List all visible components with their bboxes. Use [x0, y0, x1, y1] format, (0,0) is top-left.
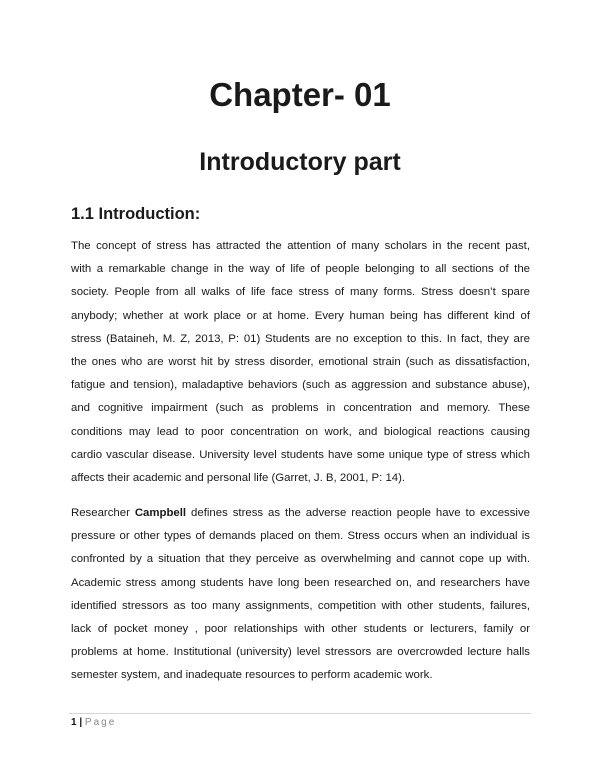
- section-heading: 1.1 Introduction:: [71, 205, 201, 223]
- text-line: [71, 502, 530, 525]
- text-line: affects their academic and personal life (Garret, J. B, 2001, P: 14).: [71, 471, 406, 484]
- footer-divider: [69, 713, 531, 714]
- text-line: stress (Bataineh, M. Z, 2013, P: 01) Students are no exception to this. In fact, they are: [71, 332, 530, 345]
- text-line: and cognitive impairment (such as problems in concentration and memory. These: [71, 402, 530, 415]
- text-line: anybody; whether at work place or at home. Every human being has different kind of: [71, 309, 530, 322]
- chapter-subtitle: Introductory part: [199, 148, 401, 176]
- paragraph-introduction: [71, 235, 530, 490]
- text-line: Academic stress among students have long been researched on, and researchers have: [71, 576, 530, 589]
- text-line: society. People from all walks of life face stress of many forms. Stress doesn’t spare: [71, 286, 530, 299]
- text-line: The concept of stress has attracted the attention of many scholars in the recent past,: [71, 240, 530, 252]
- text-line: confronted by a situation that they perceive as overwhelming and cannot cope up with.: [71, 553, 530, 566]
- page-number: 1: [71, 717, 77, 728]
- text-line: with a remarkable change in the way of life of people belonging to all sections of the: [71, 263, 530, 276]
- text-line: pressure or other types of demands placed on them. Stress occurs when an individual is: [71, 530, 530, 543]
- text-line: fatigue and tension), maladaptive behaviors (such as aggression and substance abuse),: [71, 379, 530, 392]
- bold-name: Campbell: [134, 507, 187, 519]
- text-line: semester system, and inadequate resources to perform academic work.: [71, 669, 433, 682]
- text-line: the ones who are worst hit by stress disorder, emotional strain (such as dissatisfaction,: [71, 355, 530, 368]
- text-span: Researcher: [71, 507, 135, 519]
- text-span: defines stress as the adverse reaction people have to excessive: [186, 507, 530, 519]
- paragraph-campbell: [71, 502, 530, 688]
- page-footer: [71, 717, 116, 728]
- text-line: cardio vascular disease. University level students have some unique type of stress which: [71, 448, 530, 461]
- text-line: identified stressors as too many assignments, competition with other students, failures,: [71, 599, 530, 612]
- footer-separator: |: [76, 717, 85, 728]
- page-label: Page: [84, 717, 117, 728]
- text-line: lack of pocket money , poor relationships with other students or lecturers, family or: [71, 622, 530, 635]
- text-line: problems at home. Institutional (university) level stressors are overcrowded lecture halls: [71, 646, 530, 659]
- chapter-title: Chapter- 01: [209, 76, 391, 113]
- text-line: conditions may lead to poor concentration on work, and biological reactions causing: [71, 425, 530, 438]
